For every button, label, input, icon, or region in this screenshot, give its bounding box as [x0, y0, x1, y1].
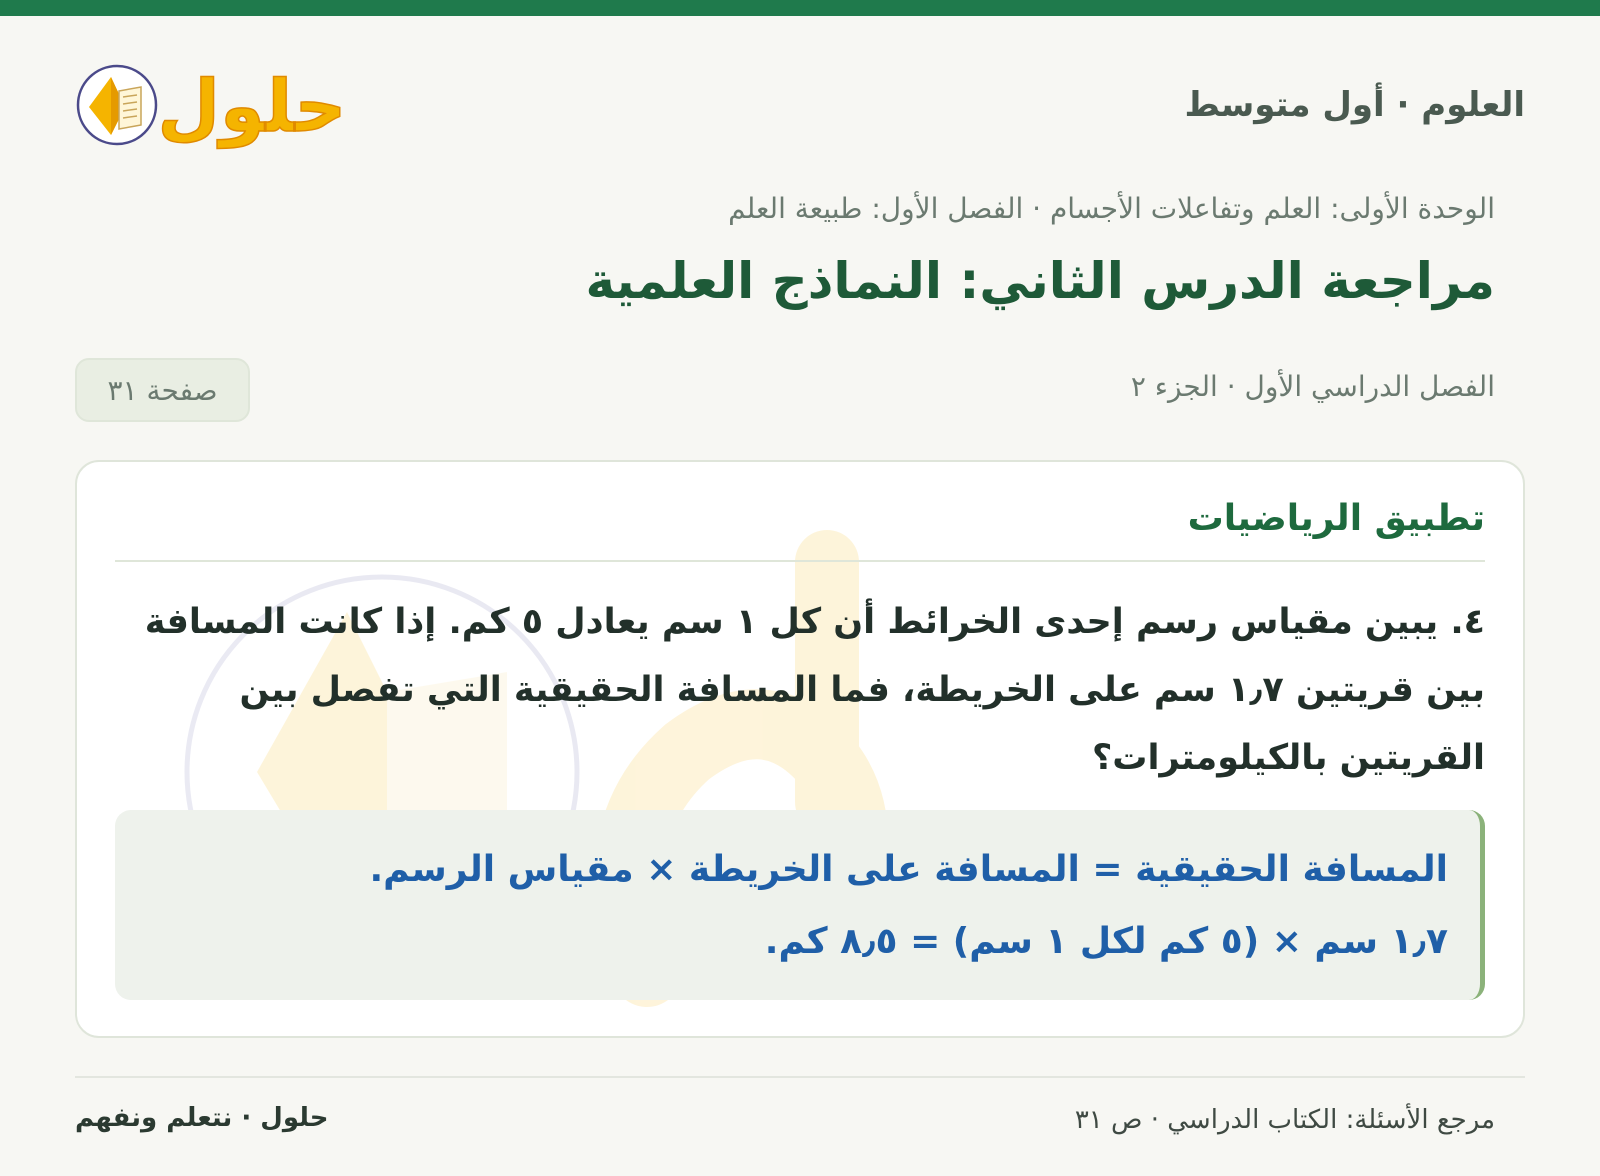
footer-divider — [75, 1076, 1525, 1078]
section-heading: تطبيق الرياضيات — [1187, 498, 1485, 539]
term-part-line: الفصل الدراسي الأول · الجزء ٢ — [1130, 370, 1495, 403]
section-divider — [115, 560, 1485, 562]
footer-reference: مرجع الأسئلة: الكتاب الدراسي · ص ٣١ — [1074, 1105, 1495, 1135]
answer-line-formula: المسافة الحقيقية = المسافة على الخريطة × مقياس الرسم. — [369, 849, 1448, 890]
book-diamond-icon — [75, 63, 159, 147]
lesson-title: مراجعة الدرس الثاني: النماذج العلمية — [585, 252, 1495, 310]
subject-grade-label: العلوم · أول متوسط — [1184, 85, 1525, 125]
site-logo[interactable] — [75, 55, 347, 155]
question-text: ٤. يبين مقياس رسم إحدى الخرائط أن كل ١ سم يعادل ٥ كم. إذا كانت المسافة بين قريتين ١٫٧ سم على الخريطة، فما المسافة الحقيقية التي تفصل بين القريتين بالكيلومترات؟ — [144, 602, 1485, 778]
logo-wordmark-text: حلول — [157, 64, 347, 148]
top-accent-bar — [0, 0, 1600, 16]
question-card — [75, 460, 1525, 1038]
footer-brand: حلول · نتعلم ونفهم — [75, 1103, 329, 1133]
unit-chapter-line: الوحدة الأولى: العلم وتفاعلات الأجسام · الفصل الأول: طبيعة العلم — [728, 192, 1495, 225]
answer-line-result: ١٫٧ سم × (٥ كم لكل ١ سم) = ٨٫٥ كم. — [764, 921, 1448, 962]
logo-wordmark — [157, 55, 347, 155]
page-number-badge: صفحة ٣١ — [75, 358, 250, 422]
page-header — [75, 55, 1525, 155]
answer-box — [115, 810, 1485, 1000]
